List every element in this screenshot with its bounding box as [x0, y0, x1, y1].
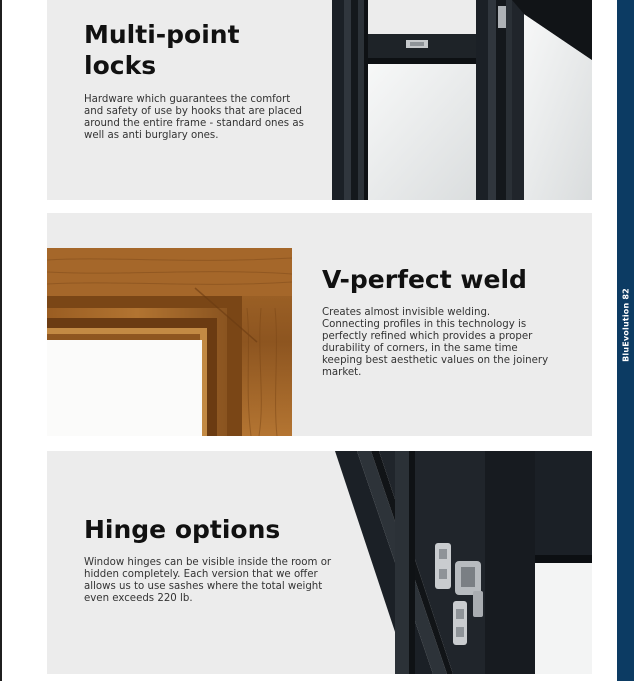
feature-title: Hinge options — [84, 515, 281, 544]
wood-weld-corner-photo — [47, 248, 292, 436]
window-lock-photo — [324, 0, 592, 200]
left-margin-rule — [0, 0, 2, 681]
window-hinge-photo — [335, 451, 592, 674]
feature-card-multi-point-locks — [47, 0, 592, 200]
feature-description: Window hinges can be visible inside the room or hidden completely. Each version that we offer allows us to use sashes where the total weight even exceeds 220 lb. — [84, 557, 332, 604]
series-name-label: BluEvolution 82 — [621, 288, 631, 362]
feature-card-hinge-options — [47, 451, 592, 674]
feature-title-line-2: locks — [84, 51, 157, 80]
feature-description: Hardware which guarantees the comfort and safety of use by hooks that are placed around the entire frame - standard ones as well as anti burglary ones. — [84, 94, 304, 141]
feature-title — [84, 19, 240, 81]
feature-card-v-perfect-weld — [47, 213, 592, 436]
feature-description: Creates almost invisible welding. Connecting profiles in this technology is perfectly refined which provides a proper durability of corners, in the same time keeping best aesthetic values on the joinery market. — [322, 307, 549, 378]
feature-title-line-1: Multi-point — [84, 20, 240, 49]
feature-title: V-perfect weld — [322, 265, 527, 294]
